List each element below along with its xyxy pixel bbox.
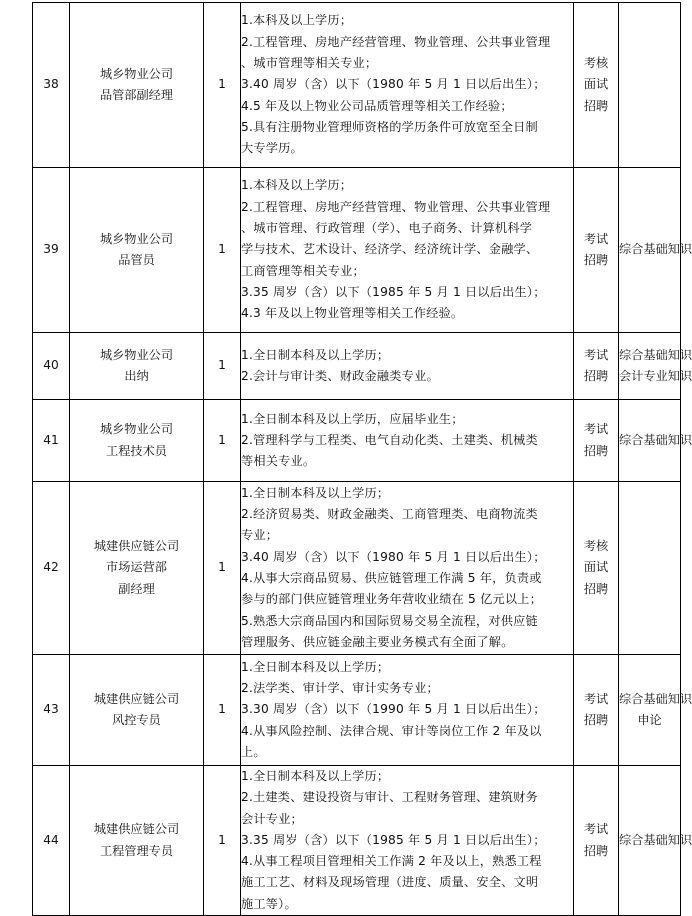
requirements-cell-line: 4.从事风险控制、法律合规、审计等岗位工作 2 年及以 <box>241 723 542 738</box>
method-cell <box>574 168 619 333</box>
exam-subject-cell-line: 申论 <box>637 713 662 727</box>
requirements-cell-line: 1.全日制本科及以上学历； <box>241 485 390 500</box>
row-number-cell: 40 <box>33 333 70 400</box>
requirements-cell-line: 2.管理科学与工程类、电气自动化类、土建类、机械类 <box>241 432 538 447</box>
requirements-cell-line: 专业； <box>241 528 279 543</box>
position-cell-line: 城乡物业公司 <box>99 347 174 362</box>
table-row <box>33 333 681 400</box>
method-cell-line: 招聘 <box>583 843 609 858</box>
method-cell-line: 考核 <box>583 56 609 71</box>
requirements-cell-line: 3.40 周岁（含）以下（1980 年 5 月 1 日以后出生）； <box>241 549 546 564</box>
recruitment-table <box>32 2 692 916</box>
position-cell-line: 品管部副经理 <box>99 88 174 102</box>
table-row <box>33 3 681 168</box>
requirements-cell-line: 1.全日制本科及以上学历； <box>241 347 390 362</box>
table-row <box>33 168 681 333</box>
requirements-cell-line: 等相关专业。 <box>241 454 316 469</box>
requirements-cell <box>241 168 574 333</box>
table-row <box>33 655 681 766</box>
position-cell <box>70 655 204 766</box>
headcount-cell: 1 <box>204 400 241 482</box>
headcount-cell: 1 <box>204 3 241 168</box>
method-cell-line: 考试 <box>583 231 609 246</box>
exam-subject-cell <box>619 400 692 482</box>
exam-subject-cell <box>619 482 681 655</box>
exam-subject-cell <box>619 3 681 168</box>
requirements-cell-line: 1.本科及以上学历； <box>241 178 353 193</box>
requirements-cell-line: 施工工艺、材料及现场管理（进度、质量、安全、文明 <box>241 875 539 890</box>
row-number-cell: 39 <box>33 168 70 333</box>
method-cell-line: 招聘 <box>583 98 609 113</box>
requirements-cell-line: 管理服务、供应链金融主要业务模式有全面了解。 <box>241 634 514 649</box>
headcount-cell: 1 <box>204 333 241 400</box>
position-cell-line: 城乡物业公司 <box>99 422 174 437</box>
position-cell-line: 城建供应链公司 <box>93 539 180 554</box>
method-cell <box>574 400 619 482</box>
method-cell-line: 招聘 <box>583 369 609 383</box>
position-cell-line: 市场运营部 <box>106 560 167 575</box>
method-cell-line: 招聘 <box>583 253 609 267</box>
position-cell-line: 副经理 <box>118 581 155 596</box>
exam-subject-cell-line: 会计专业知识 <box>619 369 692 383</box>
requirements-cell-line: 2.土建类、建设投资与审计、工程财务管理、建筑财务 <box>241 790 538 805</box>
method-cell <box>574 482 619 655</box>
position-cell-line: 城建供应链公司 <box>93 691 180 706</box>
position-cell <box>70 3 204 168</box>
requirements-cell-line: 3.40 周岁（含）以下（1980 年 5 月 1 日以后出生）； <box>241 77 546 92</box>
method-cell <box>574 655 619 766</box>
table-row <box>33 482 681 655</box>
requirements-cell-line: 工商管理等相关专业； <box>241 263 365 278</box>
method-cell-line: 考试 <box>583 691 609 706</box>
method-cell-line: 招聘 <box>583 581 609 596</box>
requirements-cell <box>241 333 574 400</box>
row-number-cell: 38 <box>33 3 70 168</box>
requirements-cell-line: 施工等）。 <box>241 896 297 911</box>
exam-subject-cell <box>619 766 692 916</box>
exam-subject-cell <box>619 333 692 400</box>
row-number-cell: 44 <box>33 766 70 916</box>
exam-subject-cell <box>619 655 692 766</box>
requirements-cell-line: 4.从事大宗商品贸易、供应链管理工作满 5 年，负责或 <box>241 571 542 585</box>
method-cell <box>574 333 619 400</box>
position-cell-line: 城乡物业公司 <box>99 231 174 246</box>
requirements-cell-line: 大专学历。 <box>241 141 303 156</box>
requirements-cell-line: 上。 <box>241 744 266 759</box>
requirements-cell-line: 1.本科及以上学历； <box>241 13 353 28</box>
table-body <box>33 3 692 916</box>
table-row <box>33 400 681 482</box>
requirements-cell <box>241 3 574 168</box>
requirements-cell-line: 2.工程管理、房地产经营管理、物业管理、公共事业管理 <box>241 199 551 214</box>
requirements-cell <box>241 400 574 482</box>
requirements-cell-line: 1.全日制本科及以上学历，应届毕业生； <box>241 411 464 426</box>
method-cell-line: 面试 <box>583 77 609 92</box>
exam-subject-cell-line: 综合基础知识 <box>619 242 692 257</box>
requirements-cell-line: 1.全日制本科及以上学历； <box>241 769 390 783</box>
exam-subject-cell-line: 综合基础知识 <box>619 691 692 706</box>
position-cell-line: 风控专员 <box>112 713 161 727</box>
method-cell-line: 面试 <box>583 560 609 575</box>
position-cell <box>70 168 204 333</box>
requirements-cell <box>241 766 574 916</box>
requirements-cell-line: 2.法学类、审计学、审计实务专业； <box>241 681 439 696</box>
row-number-cell: 42 <box>33 482 70 655</box>
requirements-cell-line: 2.工程管理、房地产经营管理、物业管理、公共事业管理 <box>241 34 551 49</box>
requirements-cell <box>241 655 574 766</box>
requirements-cell-line: 1.全日制本科及以上学历； <box>241 659 390 674</box>
position-cell-line: 品管员 <box>118 253 155 267</box>
requirements-cell-line: 学与技术、艺术设计、经济学、经济统计学、金融学、 <box>241 242 539 257</box>
method-cell-line: 考试 <box>583 422 609 437</box>
method-cell-line: 考试 <box>583 822 609 837</box>
requirements-cell-line: 3.35 周岁（含）以下（1985 年 5 月 1 日以后出生）； <box>241 284 546 299</box>
requirements-cell-line: 2.经济贸易类、财政金融类、工商管理类、电商物流类 <box>241 507 538 522</box>
position-cell-line: 工程技术员 <box>106 443 167 458</box>
headcount-cell: 1 <box>204 168 241 333</box>
position-cell <box>70 482 204 655</box>
requirements-cell-line: 5.具有注册物业管理师资格的学历条件可放宽至全日制 <box>241 119 538 134</box>
requirements-cell-line: 3.35 周岁（含）以下（1985 年 5 月 1 日以后出生）； <box>241 832 546 847</box>
exam-subject-cell-line: 综合基础知识 <box>619 347 692 362</box>
exam-subject-cell-line: 综合基础知识 <box>619 832 692 847</box>
method-cell <box>574 766 619 916</box>
method-cell-line: 考核 <box>583 539 609 554</box>
requirements-cell <box>241 482 574 655</box>
requirements-cell-line: 2.会计与审计类、财政金融类专业。 <box>241 369 439 383</box>
row-number-cell: 41 <box>33 400 70 482</box>
headcount-cell: 1 <box>204 482 241 655</box>
exam-subject-cell-line: 综合基础知识 <box>619 432 692 447</box>
method-cell-line: 招聘 <box>583 443 609 458</box>
headcount-cell: 1 <box>204 655 241 766</box>
requirements-cell-line: 4.3 年及以上物业管理等相关工作经验。 <box>241 306 464 321</box>
position-cell-line: 城建供应链公司 <box>93 822 180 837</box>
table-row <box>33 766 681 916</box>
method-cell-line: 招聘 <box>583 713 609 727</box>
requirements-cell-line: 4.从事工程项目管理相关工作满 2 年及以上，熟悉工程 <box>241 854 542 869</box>
position-cell-line: 工程管理专员 <box>99 843 174 858</box>
position-cell-line: 城乡物业公司 <box>99 66 174 81</box>
headcount-cell: 1 <box>204 766 241 916</box>
requirements-cell-line: 4.5 年及以上物业公司品质管理等相关工作经验； <box>241 98 513 113</box>
requirements-cell-line: 、城市管理、行政管理（学）、电子商务、计算机科学 <box>241 221 533 236</box>
method-cell-line: 考试 <box>583 347 609 362</box>
requirements-cell-line: 会计专业； <box>241 811 303 826</box>
position-cell <box>70 333 204 400</box>
requirements-cell-line: 3.30 周岁（含）以下（1990 年 5 月 1 日以后出生）； <box>241 702 546 717</box>
method-cell <box>574 3 619 168</box>
exam-subject-cell <box>619 168 692 333</box>
position-cell-line: 出纳 <box>124 369 149 383</box>
position-cell <box>70 400 204 482</box>
requirements-cell-line: 5.熟悉大宗商品国内和国际贸易交易全流程，对供应链 <box>241 613 538 628</box>
row-number-cell: 43 <box>33 655 70 766</box>
position-cell <box>70 766 204 916</box>
requirements-cell-line: 、城市管理等相关专业； <box>241 56 378 71</box>
requirements-cell-line: 参与的部门供应链管理业务年营收业绩在 5 亿元以上； <box>241 592 543 607</box>
